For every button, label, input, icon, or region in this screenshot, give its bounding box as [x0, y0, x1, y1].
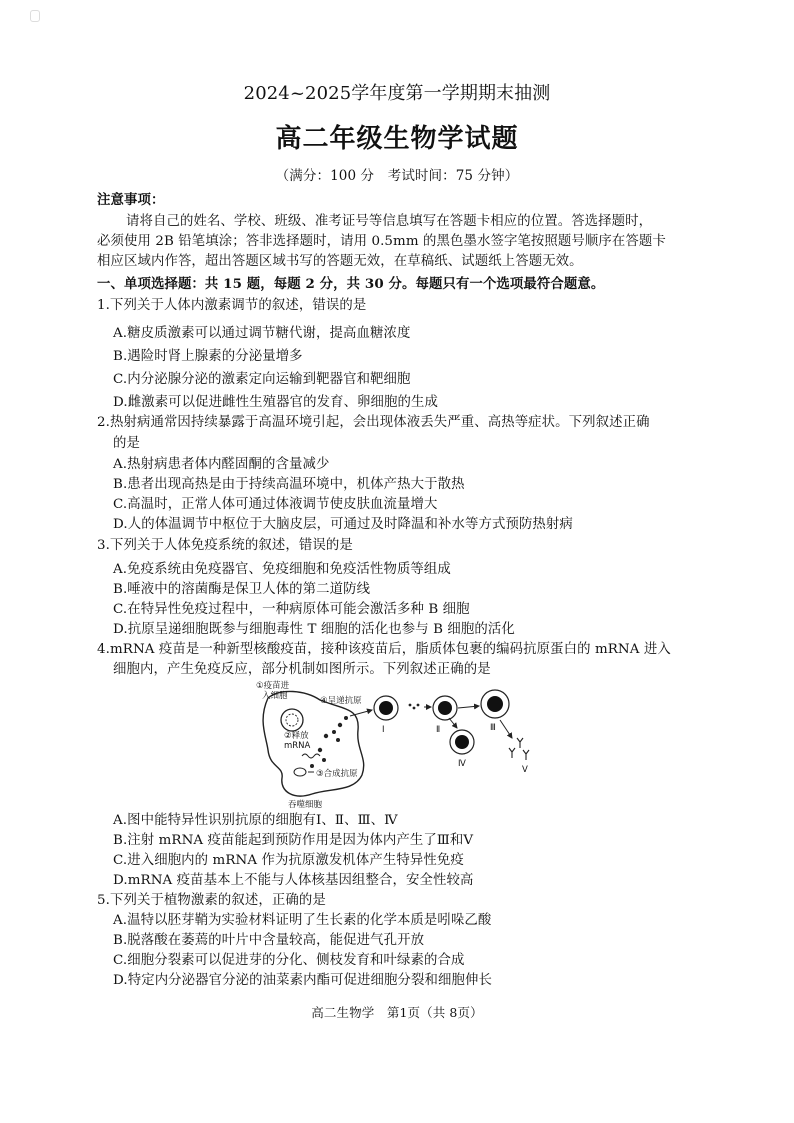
- option-c: C.内分泌腺分泌的激素定向运输到靶器官和靶细胞: [113, 372, 411, 387]
- roman-ii: Ⅱ: [436, 725, 441, 735]
- option-d: D.mRNA 疫苗基本上不能与人体核基因组整合，安全性较高: [113, 873, 474, 888]
- signal-dots: [409, 704, 420, 710]
- liposome-icon: [281, 709, 303, 731]
- question-stem: 细胞内，产生免疫反应，部分机制如图所示。下列叙述正确的是: [113, 662, 491, 677]
- arrow-to-iv: [449, 718, 457, 728]
- cell-ii-nucleus: [438, 701, 452, 715]
- roman-i: Ⅰ: [382, 725, 385, 735]
- option-a: A.糖皮质激素可以通过调节糖代谢，提高血糖浓度: [113, 326, 411, 341]
- antigen-dots: [310, 716, 348, 768]
- stem-prefix: 1.下列关于人体内激素调节的叙述，: [97, 298, 313, 313]
- option-d: D.抗原呈递细胞既参与细胞毒性 T 细胞的活化也参与 B 细胞的活化: [113, 622, 515, 637]
- option-a: A.免疫系统由免疫器官、免疫细胞和免疫活性物质等组成: [113, 562, 451, 577]
- option-b: B.注射 mRNA 疫苗能起到预防作用是因为体内产生了Ⅲ和Ⅴ: [113, 833, 474, 848]
- stem-emphasis: 错误: [312, 298, 340, 313]
- exam-title: 2024~2025学年度第一学期期末抽测: [243, 83, 551, 104]
- notice-heading: 注意事项：: [97, 192, 165, 208]
- option-d: D.人的体温调节中枢位于大脑皮层，可通过及时降温和补水等方式预防热射病: [113, 517, 573, 532]
- roman-iv: Ⅳ: [458, 759, 466, 769]
- option-c: C.细胞分裂素可以促进芽的分化、侧枝发育和叶绿素的合成: [113, 953, 465, 968]
- arrow-to-iii: [458, 706, 479, 708]
- option-a: A.图中能特异性识别抗原的细胞有Ⅰ、Ⅱ、Ⅲ、Ⅳ: [113, 813, 398, 828]
- phagocyte-label: 吞噬细胞: [288, 800, 323, 810]
- page-footer: 高二生物学 第1页（共 8页）: [311, 1005, 483, 1020]
- question-stem: [97, 537, 353, 555]
- option-d: D.雌激素可以促进雌性生殖器官的发育、卵细胞的生成: [113, 395, 438, 410]
- notice-line: 必须使用 2B 铅笔填涂；答非选择题时，请用 0.5mm 的黑色墨水签字笔按照题号顺序在答题卡: [97, 234, 666, 249]
- option-b: B.脱落酸在萎蔫的叶片中含量较高，能促进气孔开放: [113, 933, 425, 948]
- step1-label: ①疫苗进: [256, 681, 290, 691]
- antibody-icons: [509, 738, 529, 760]
- roman-iii: Ⅲ: [490, 723, 496, 733]
- option-a: A.热射病患者体内醛固酮的含量减少: [113, 457, 330, 472]
- step1b-label: 入细胞: [262, 691, 288, 701]
- option-c: C.进入细胞内的 mRNA 作为抗原激发机体产生特异性免疫: [113, 853, 464, 868]
- paper-title: 高二年级生物学试题: [275, 124, 519, 154]
- scan-mark: [30, 10, 40, 22]
- section-heading: 一、单项选择题：共 15 题，每题 2 分，共 30 分。每题只有一个选项最符合题意。: [97, 276, 605, 292]
- mrna-strand: [302, 754, 320, 758]
- score-time: （满分：100 分 考试时间：75 分钟）: [275, 168, 519, 184]
- notice-line: 相应区域内作答，超出答题区域书写的答题无效，在草稿纸、试题纸上答题无效。: [97, 254, 583, 269]
- option-c: C.高温时，正常人体可通过体液调节使皮肤血流量增大: [113, 497, 438, 512]
- vaccine-mechanism-figure: [250, 680, 550, 810]
- step4-label: ④呈递抗原: [320, 696, 362, 706]
- option-c: C.在特异性免疫过程中，一种病原体可能会激活多种 B 细胞: [113, 602, 470, 617]
- cell-iv-nucleus: [455, 735, 469, 749]
- liposome-core: [286, 714, 298, 726]
- cell-iii-nucleus: [487, 696, 503, 712]
- stem-emphasis: 错误: [298, 538, 326, 553]
- step3-label: ③合成抗原: [316, 769, 358, 779]
- question-stem: [97, 297, 366, 315]
- step2-label: ②释放: [284, 731, 309, 741]
- stem-suffix: 的是: [325, 538, 353, 553]
- question-stem: 的是: [113, 436, 140, 451]
- option-b: B.遇险时肾上腺素的分泌量增多: [113, 349, 303, 364]
- notice-line: 请将自己的姓名、学校、班级、准考证号等信息填写在答题卡相应的位置。答选择题时，: [126, 214, 653, 229]
- roman-v: Ⅴ: [522, 765, 528, 775]
- step2b-label: mRNA: [284, 741, 311, 751]
- option-b: B.唾液中的溶菌酶是保卫人体的第二道防线: [113, 582, 371, 597]
- phagocyte-outline: [263, 691, 364, 796]
- ribosome-icon: [294, 768, 306, 776]
- stem-suffix: 的是: [339, 298, 367, 313]
- question-stem: 5.下列关于植物激素的叙述，正确的是: [97, 893, 326, 908]
- option-d: D.特定内分泌器官分泌的油菜素内酯可促进细胞分裂和细胞伸长: [113, 973, 492, 988]
- question-stem: 2.热射病通常因持续暴露于高温环境引起，会出现体液丢失严重、高热等症状。下列叙述正确: [97, 415, 650, 430]
- arrow-to-v: [500, 720, 512, 738]
- option-b: B.患者出现高热是由于持续高温环境中，机体产热大于散热: [113, 477, 465, 492]
- cell-i-nucleus: [379, 701, 393, 715]
- stem-prefix: 3.下列关于人体免疫系统的叙述，: [97, 538, 299, 553]
- option-a: A.温特以胚芽鞘为实验材料证明了生长素的化学本质是吲哚乙酸: [113, 913, 492, 928]
- question-stem: 4.mRNA 疫苗是一种新型核酸疫苗，接种该疫苗后，脂质体包裹的编码抗原蛋白的 mRNA 进入: [97, 642, 671, 657]
